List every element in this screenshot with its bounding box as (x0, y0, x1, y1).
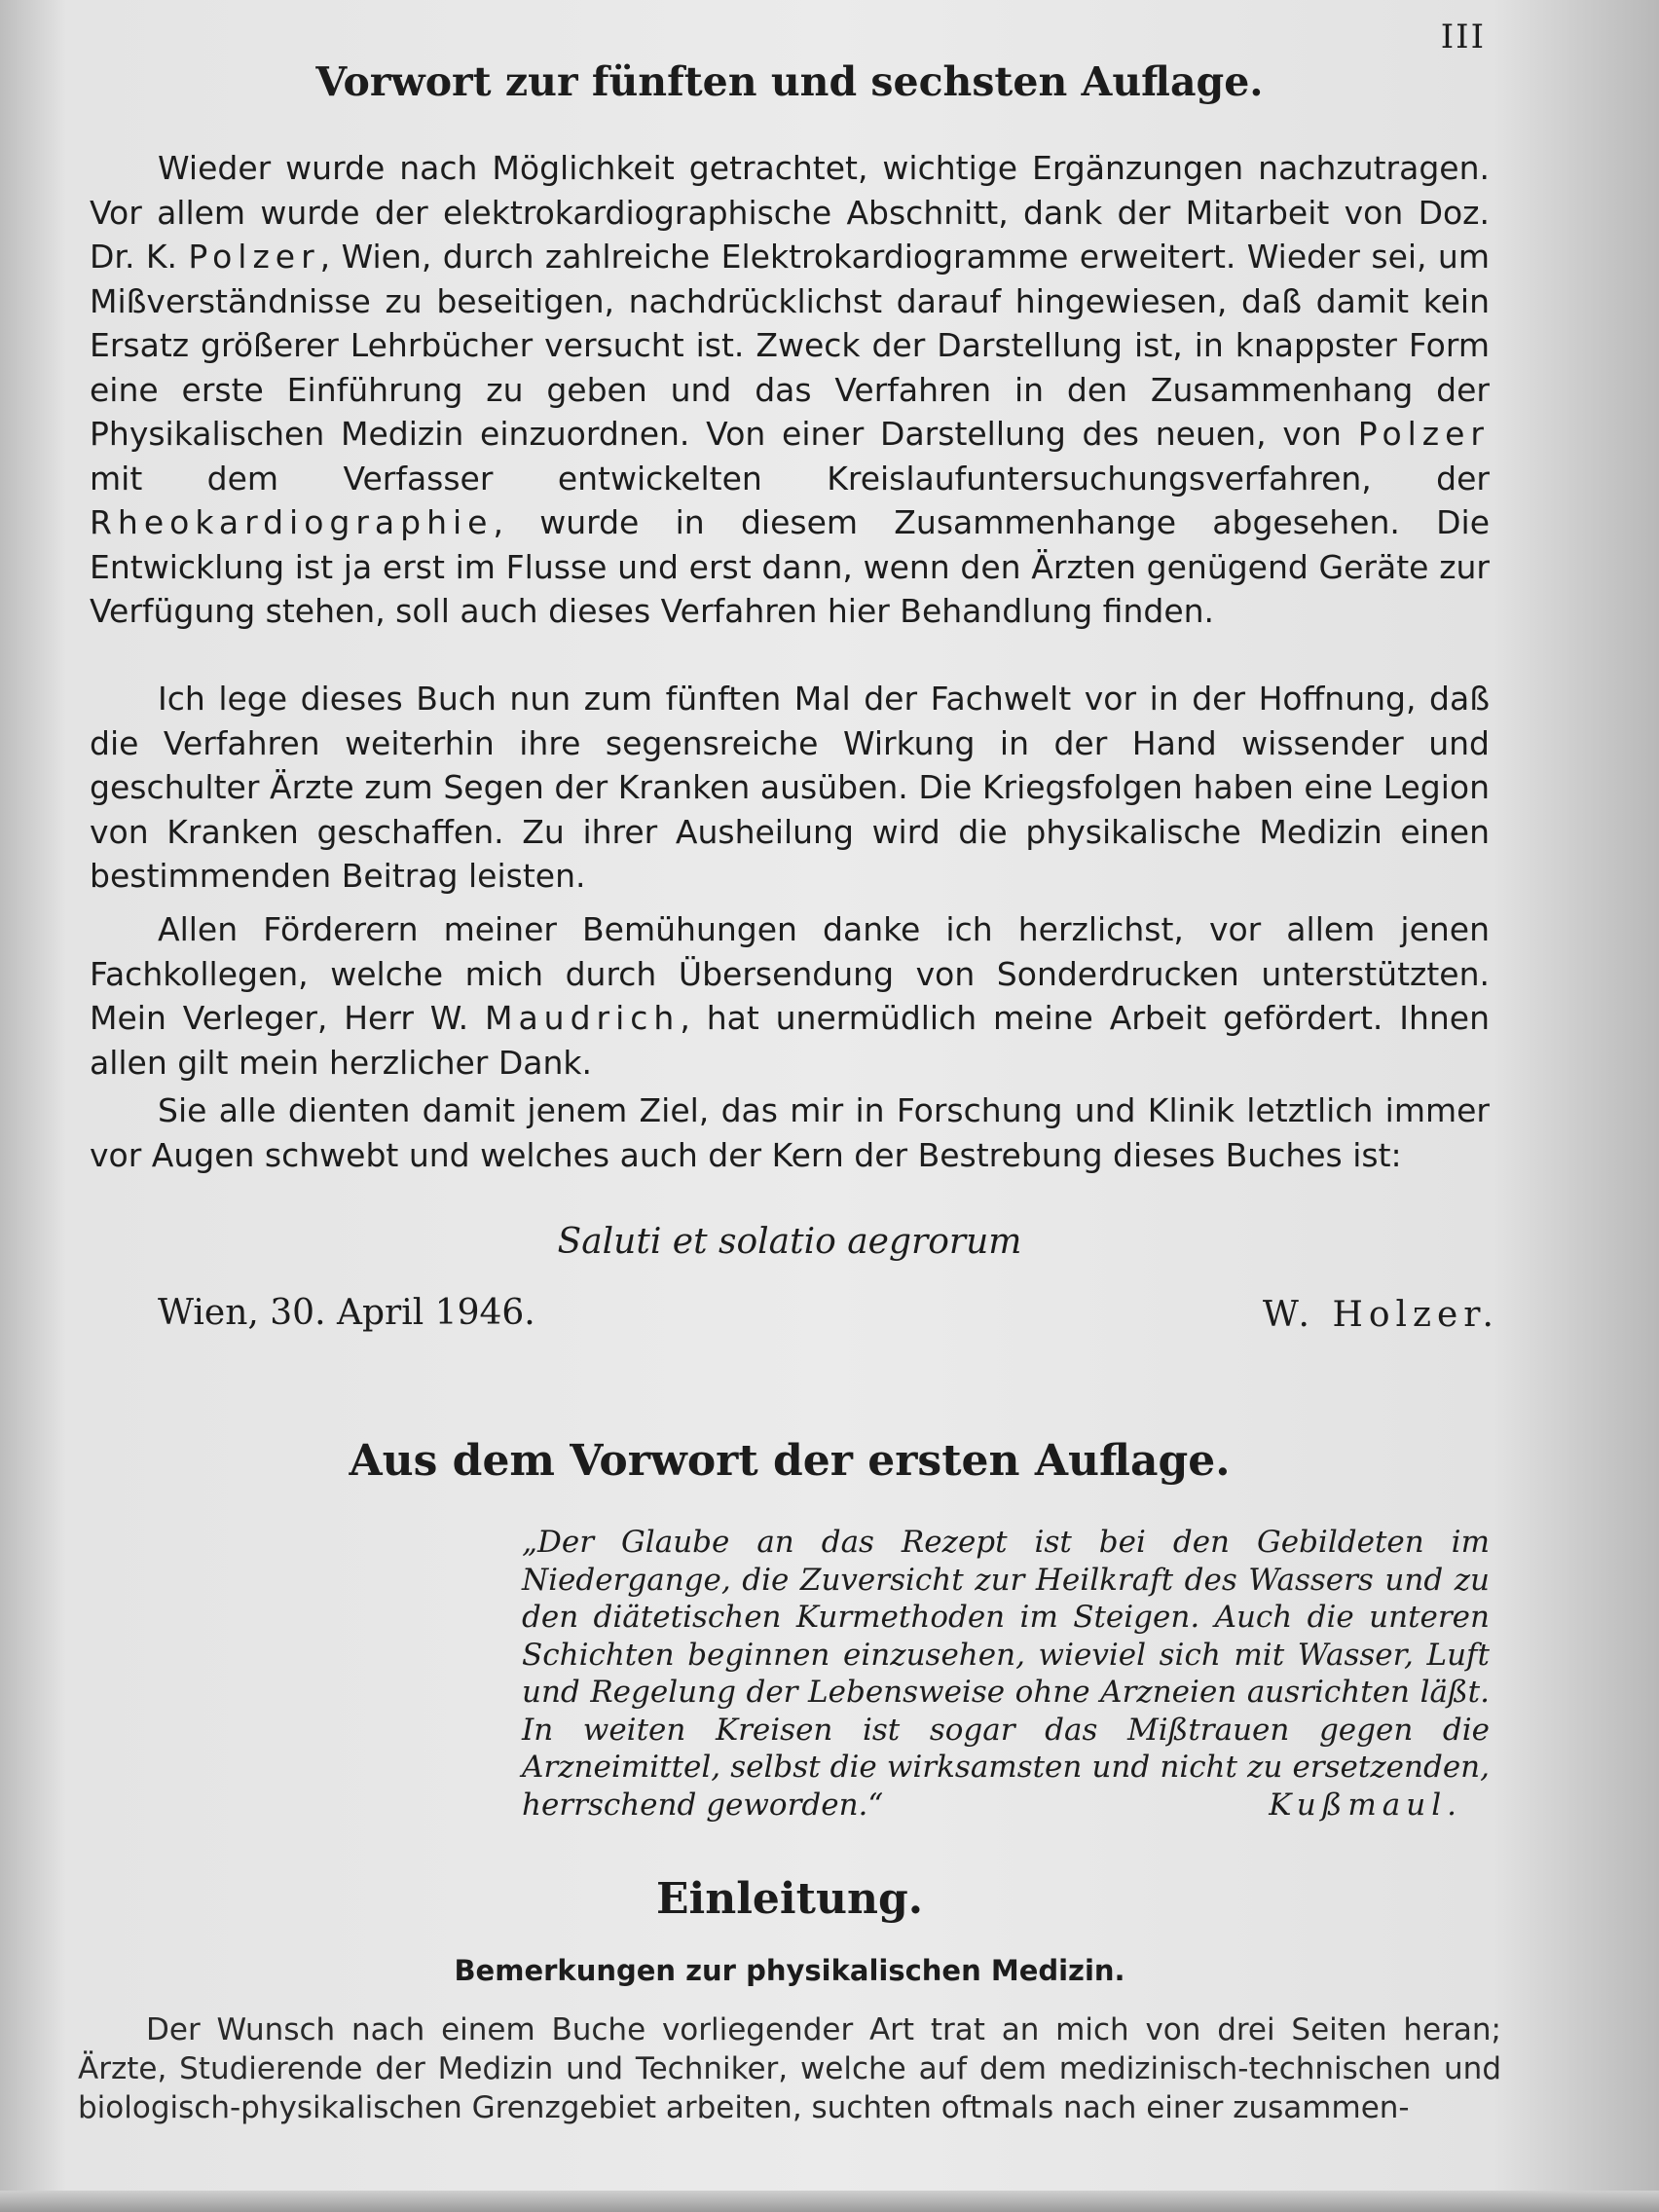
preface-author: W. Holzer. (1262, 1295, 1499, 1335)
preface-title: Vorwort zur fünften und sechsten Auflage. (315, 58, 1264, 105)
term-rheokardiographie: Rheokardiographie (90, 503, 494, 541)
introduction-title: Einleitung. (655, 1874, 924, 1924)
page-number: III (1440, 18, 1486, 56)
quote-author: Kußmaul. (1269, 1787, 1462, 1823)
name-maudrich: Maudrich (484, 999, 681, 1037)
introduction-text: Der Wunsch nach einem Buche vorliegender Art trat an mich von drei Seiten heran; Ärzte, Studierende der Medizin und Techniker, welche auf dem medizinisch-technischen und biologisch-physikalischen Grenzgebiet arbeiten, suchten oftmals nach einer zusammen- (78, 2012, 1501, 2125)
introduction-subtitle: Bemerkungen zur physikalischen Medizin. (454, 1954, 1125, 1987)
place-date: Wien, 30. April 1946. (158, 1293, 535, 1333)
preface-paragraph-3: Allen Förderern meiner Bemühungen danke ich herzlichst, vor allem jenen Fachkollegen, welche mich durch Übersendung von Sonderdrucken unterstützten. Mein Verleger, Herr W. Maudrich, hat unermüdlich meine Arbeit gefördert. Ihnen allen gilt mein herzlicher Dank. (90, 910, 1491, 1082)
motto: Saluti et solatio aegrorum (557, 1222, 1022, 1262)
first-preface-title: Aus dem Vorwort der ersten Auflage. (349, 1436, 1231, 1486)
page-content (78, 0, 1501, 2212)
page-bottom-edge (0, 2191, 1659, 2212)
name-polzer: Polzer (1357, 415, 1490, 453)
name-polzer: Polzer (188, 238, 320, 276)
preface-paragraph-4: Sie alle dienten damit jenem Ziel, das mir in Forschung und Klinik letztlich immer vor Augen schwebt und welches auch der Kern der Bestrebung dieses Buches ist: (90, 1091, 1490, 1174)
preface-paragraph-2: Ich lege dieses Buch nun zum fünften Mal der Fachwelt vor in der Hoffnung, daß die Verfahren weiterhin ihre segensreiche Wirkung in der Hand wissender und geschulter Ärzte zum Segen der Kranken ausüben. Die Kriegsfolgen haben eine Legion von Kranken geschaffen. Zu ihrer Ausheilung wird die physikalische Medizin einen bestimmenden Beitrag leisten. (90, 680, 1490, 895)
kussmaul-quote (522, 1524, 1490, 1824)
preface-paragraph-1: Wieder wurde nach Möglichkeit getrachtet, wichtige Ergänzungen nachzutragen. Vor allem wurde der elektrokardiographische Abschnitt, dank der Mitarbeit von Doz. Dr. K. Polzer, Wien, durch zahlreiche Elektrokardiogramme erweitert. Wieder sei, um Mißverständnisse zu beseitigen, nachdrücklichst darauf hingewiesen, daß damit kein Ersatz größerer Lehrbücher versucht ist. Zweck der Darstellung ist, in knappster Form eine erste Einführung zu geben und das Verfahren in den Zusammenhang der Physikalischen Medizin einzuordnen. Von einer Darstellung des neuen, von Polzer mit dem Verfasser entwickelten Kreislaufuntersuchungsverfahren, der Rheokardiographie, wurde in diesem Zusammenhange abgesehen. Die Entwicklung ist ja erst im Flusse und erst dann, wenn den Ärzten genügend Geräte zur Verfügung stehen, soll auch dieses Verfahren hier Behandlung finden. (90, 149, 1490, 630)
quote-text: „Der Glaube an das Rezept ist bei den Gebildeten im Niedergange, die Zuversicht zur Heilkraft des Wassers und zu den diätetischen Kurmethoden im Steigen. Auch die unteren Schichten beginnen einzusehen, wieviel sich mit Wasser, Luft und Regelung der Lebensweise ohne Arzneien ausrichten läßt. In weiten Kreisen ist sogar das Mißtrauen gegen die Arzneimittel, selbst die wirksamsten und nicht zu ersetzenden, herrschend geworden.“ (522, 1525, 1490, 1823)
